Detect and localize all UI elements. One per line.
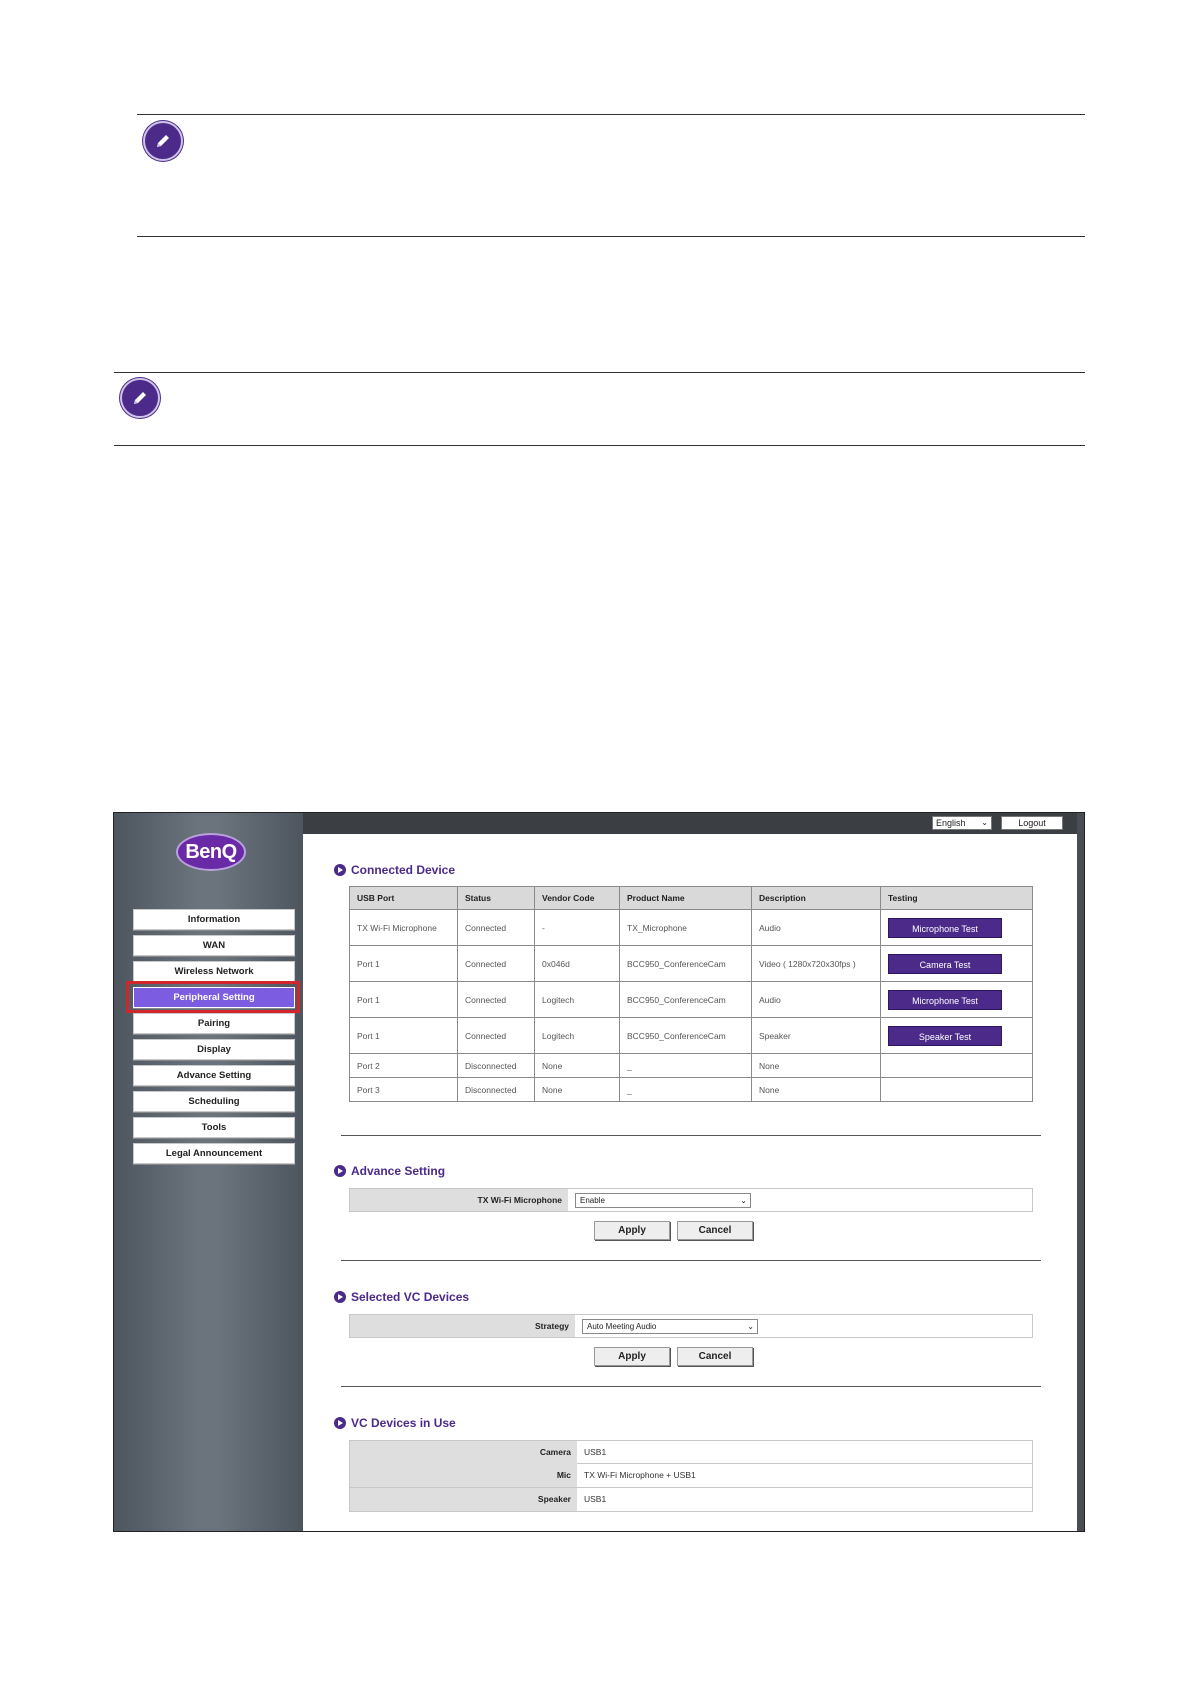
table-row [350,982,1033,1018]
sidebar-item-pairing[interactable]: Pairing [133,1013,295,1034]
section-title-text: Selected VC Devices [351,1290,470,1304]
cell-product-name: _ [620,1078,752,1102]
section-title-text: VC Devices in Use [351,1416,456,1430]
cell-status: Connected [458,1018,535,1054]
cell-vendor-code: None [535,1054,620,1078]
section-divider [341,1135,1041,1136]
camera-row [349,1440,1033,1464]
table-row [350,1018,1033,1054]
microphone-test-button[interactable]: Microphone Test [888,918,1002,938]
cell-usb-port: Port 1 [350,982,458,1018]
cell-testing [881,910,1033,946]
tx-mic-value: Enable [580,1196,605,1205]
chevron-down-icon: ⌄ [747,1322,754,1331]
language-value: English [936,818,966,828]
section-title-text: Connected Device [351,863,456,877]
peripheral-setting-screenshot [113,812,1085,1532]
cell-description: Video ( 1280x720x30fps ) [752,946,881,982]
camera-label: Camera [350,1441,577,1464]
mic-value: TX Wi-Fi Microphone + USB1 [584,1470,696,1480]
speaker-label: Speaker [350,1488,577,1511]
connected-device-title [334,863,455,877]
cell-usb-port: Port 1 [350,1018,458,1054]
col-vendor-code: Vendor Code [535,887,620,910]
cell-status: Connected [458,982,535,1018]
cell-status: Connected [458,910,535,946]
cell-testing [881,1078,1033,1102]
selected-vc-devices-title [334,1290,469,1304]
pencil-note-icon [120,378,160,418]
cell-status: Connected [458,946,535,982]
sidebar-item-information[interactable]: Information [133,909,295,930]
sidebar [114,813,303,1531]
selected-apply-button[interactable]: Apply [594,1347,670,1366]
scrollbar[interactable] [1077,813,1085,1531]
section-title-text: Advance Setting [351,1164,446,1178]
vc-devices-in-use-title [334,1416,456,1430]
cell-status: Disconnected [458,1054,535,1078]
col-testing: Testing [881,887,1033,910]
benq-logo: BenQ [176,833,246,871]
play-bullet-icon [334,864,346,876]
cell-vendor-code: Logitech [535,982,620,1018]
col-product-name: Product Name [620,887,752,910]
cell-product-name: _ [620,1054,752,1078]
speaker-row [349,1488,1033,1512]
pencil-note-icon [143,121,183,161]
cell-product-name: BCC950_ConferenceCam [620,982,752,1018]
cell-status: Disconnected [458,1078,535,1102]
language-select[interactable] [932,816,992,830]
speaker-test-button[interactable]: Speaker Test [888,1026,1002,1046]
col-description: Description [752,887,881,910]
cell-testing [881,1054,1033,1078]
mic-row [349,1464,1033,1488]
mic-label: Mic [350,1464,577,1487]
play-bullet-icon [334,1165,346,1177]
table-row [350,910,1033,946]
cell-product-name: TX_Microphone [620,910,752,946]
highlight-box [126,981,300,1013]
connected-device-table [349,886,1033,1102]
cell-vendor-code: Logitech [535,1018,620,1054]
cell-product-name: BCC950_ConferenceCam [620,946,752,982]
tx-mic-row [349,1188,1033,1212]
cell-description: Speaker [752,1018,881,1054]
note2-bottom-rule [114,445,1085,446]
tx-mic-select[interactable] [575,1193,751,1208]
sidebar-item-peripheral-setting[interactable]: Peripheral Setting [133,987,295,1008]
cell-description: None [752,1078,881,1102]
note-top-rule [137,114,1085,115]
strategy-value: Auto Meeting Audio [587,1322,657,1331]
sidebar-item-advance-setting[interactable]: Advance Setting [133,1065,295,1086]
play-bullet-icon [334,1291,346,1303]
table-row [350,1078,1033,1102]
top-bar [303,813,1077,834]
note-bottom-rule [137,236,1085,237]
strategy-select[interactable] [582,1319,758,1334]
advance-apply-button[interactable]: Apply [594,1221,670,1240]
camera-test-button[interactable]: Camera Test [888,954,1002,974]
strategy-label: Strategy [350,1315,575,1337]
table-row [350,1054,1033,1078]
cell-description: Audio [752,910,881,946]
logout-button[interactable]: Logout [1001,816,1063,830]
microphone-test-button[interactable]: Microphone Test [888,990,1002,1010]
section-divider [341,1260,1041,1261]
cell-description: None [752,1054,881,1078]
sidebar-item-legal-announcement[interactable]: Legal Announcement [133,1143,295,1164]
section-divider [341,1386,1041,1387]
cell-vendor-code: None [535,1078,620,1102]
cell-usb-port: Port 2 [350,1054,458,1078]
cell-usb-port: TX Wi-Fi Microphone [350,910,458,946]
speaker-value: USB1 [584,1494,607,1504]
sidebar-item-tools[interactable]: Tools [133,1117,295,1138]
camera-value: USB1 [584,1447,607,1457]
col-usb-port: USB Port [350,887,458,910]
cell-description: Audio [752,982,881,1018]
selected-cancel-button[interactable]: Cancel [677,1347,753,1366]
cell-product-name: BCC950_ConferenceCam [620,1018,752,1054]
col-status: Status [458,887,535,910]
sidebar-item-display[interactable]: Display [133,1039,295,1060]
sidebar-item-scheduling[interactable]: Scheduling [133,1091,295,1112]
table-row [350,946,1033,982]
tx-mic-label: TX Wi-Fi Microphone [350,1189,568,1211]
advance-cancel-button[interactable]: Cancel [677,1221,753,1240]
chevron-down-icon: ⌄ [740,1196,747,1205]
sidebar-item-wan[interactable]: WAN [133,935,295,956]
cell-vendor-code: 0x046d [535,946,620,982]
cell-usb-port: Port 1 [350,946,458,982]
sidebar-item-wireless-network[interactable]: Wireless Network [133,961,295,982]
cell-usb-port: Port 3 [350,1078,458,1102]
strategy-row [349,1314,1033,1338]
cell-vendor-code: - [535,910,620,946]
chevron-down-icon: ⌄ [981,818,988,827]
advance-setting-title [334,1164,445,1178]
cell-testing [881,1018,1033,1054]
cell-testing [881,982,1033,1018]
play-bullet-icon [334,1417,346,1429]
note2-top-rule [114,372,1085,373]
cell-testing [881,946,1033,982]
